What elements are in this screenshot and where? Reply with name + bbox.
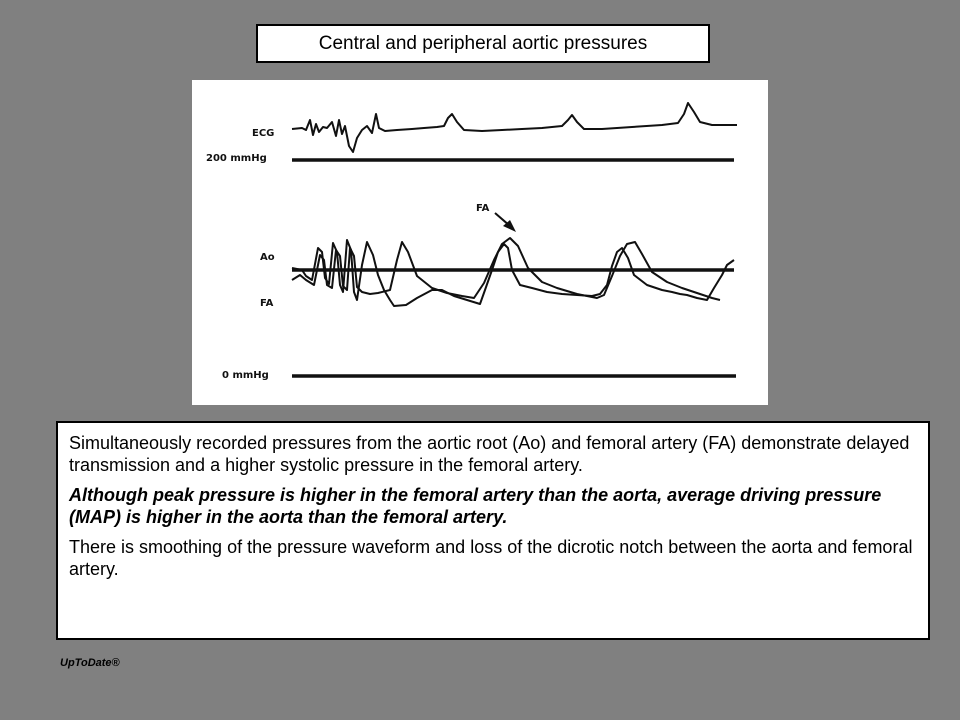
fa-arrow-label: FA [476, 203, 490, 214]
description-paragraph-1: Simultaneously recorded pressures from the aortic root (Ao) and femoral artery (FA) demonstrate delayed transmission and a higher systolic pressure in the femoral artery. [69, 433, 910, 475]
ecg-trace [292, 103, 737, 152]
slide-title-text: Central and peripheral aortic pressures [318, 32, 648, 54]
ecg-label: ECG [252, 128, 275, 139]
top-scale-label: 200 mmHg [206, 153, 267, 164]
description-paragraph-3: There is smoothing of the pressure waveform and loss of the dicrotic notch between the aorta and femoral artery. [69, 537, 913, 579]
pressure-tracing-figure [192, 80, 768, 405]
source-credit: UpToDate® [60, 657, 120, 669]
description-box [56, 421, 930, 640]
pressure-tracing-svg [192, 80, 768, 405]
slide-title [256, 24, 710, 63]
fa-label: FA [260, 298, 274, 309]
bottom-scale-label: 0 mmHg [222, 370, 269, 381]
description-paragraph-2: Although peak pressure is higher in the femoral artery than the aorta, average driving pressure (MAP) is higher in the aorta than the femoral artery. [69, 485, 882, 527]
ao-label: Ao [260, 252, 275, 263]
ao-trace [292, 240, 734, 306]
